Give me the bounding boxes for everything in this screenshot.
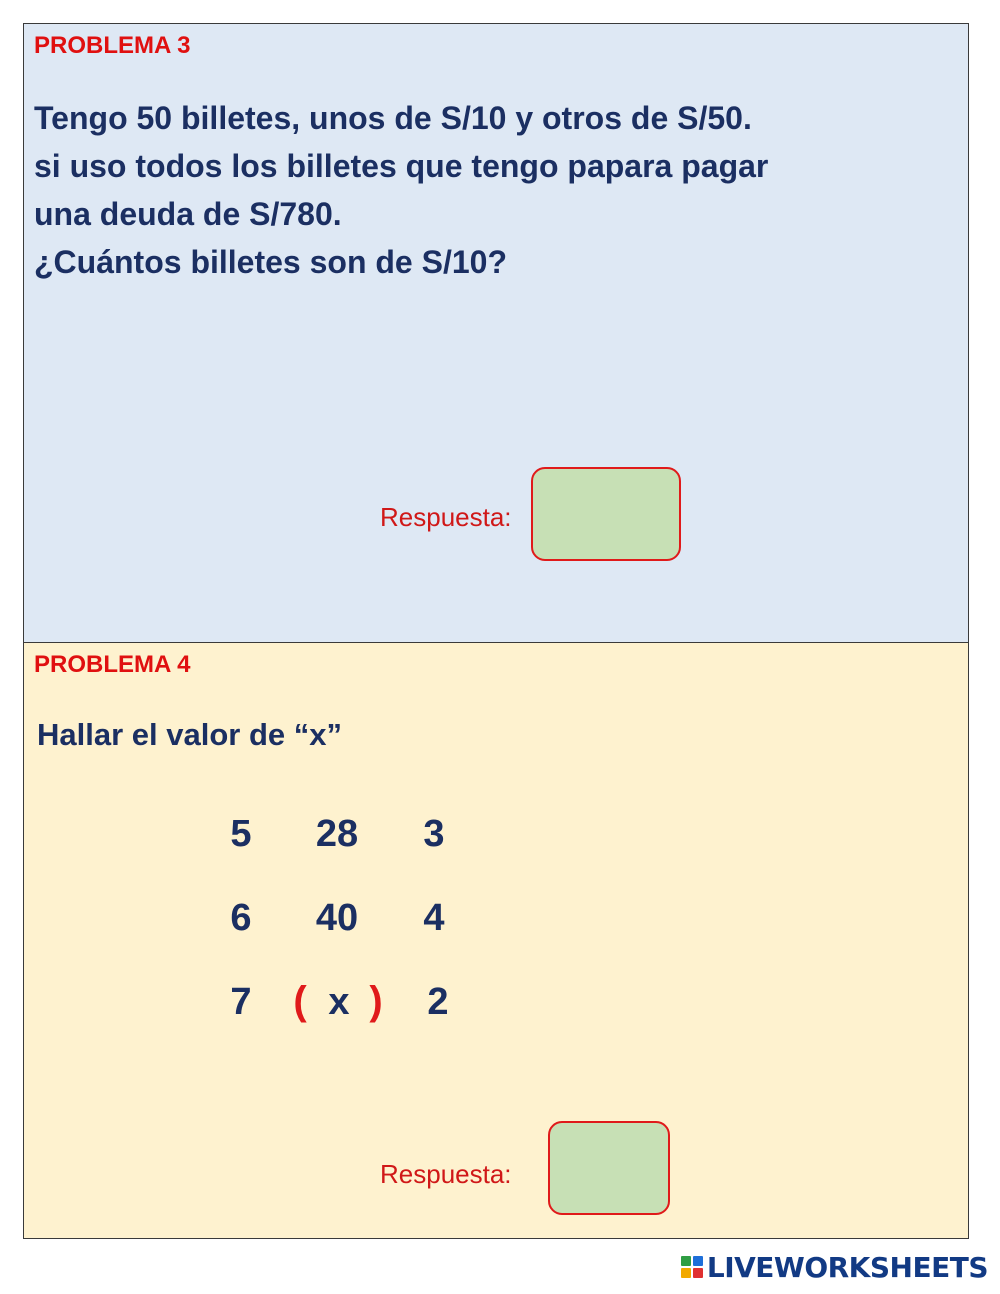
problem-4-question: Hallar el valor de “x”: [37, 717, 342, 752]
problem-4-heading: PROBLEMA 4: [34, 651, 191, 678]
problem-3-answer-label: Respuesta:: [380, 502, 512, 532]
problem-4-answer-input[interactable]: [548, 1121, 670, 1215]
liveworksheets-logo-icon: [681, 1256, 703, 1278]
grid-cell: 5: [230, 813, 252, 855]
grid-cell: 28: [315, 813, 359, 855]
problem-4-answer-label: Respuesta:: [380, 1159, 512, 1189]
unknown-x: x: [328, 981, 350, 1023]
problem-4-panel: [23, 642, 969, 1239]
problem-3-line: Tengo 50 billetes, unos de S/10 y otros de S/50.: [34, 100, 752, 136]
problem-3-heading: PROBLEMA 3: [34, 32, 191, 59]
close-parenthesis: ): [369, 979, 383, 1023]
grid-cell: 4: [423, 897, 445, 939]
problem-3-line: si uso todos los billetes que tengo papara pagar: [34, 148, 769, 184]
grid-cell: 2: [427, 981, 449, 1023]
grid-cell: 7: [230, 981, 252, 1023]
liveworksheets-logo: [681, 1250, 988, 1284]
problem-3-line: una deuda de S/780.: [34, 196, 342, 232]
grid-cell: 40: [315, 897, 359, 939]
grid-cell: 6: [230, 897, 252, 939]
open-parenthesis: (: [293, 979, 307, 1023]
problem-3-answer-input[interactable]: [531, 467, 681, 561]
problem-3-panel: [23, 23, 969, 643]
liveworksheets-logo-text: LIVEWORKSHEETS: [706, 1250, 988, 1284]
grid-cell: 3: [423, 813, 445, 855]
problem-3-question: [34, 94, 768, 286]
problem-3-line: ¿Cuántos billetes son de S/10?: [34, 244, 507, 280]
